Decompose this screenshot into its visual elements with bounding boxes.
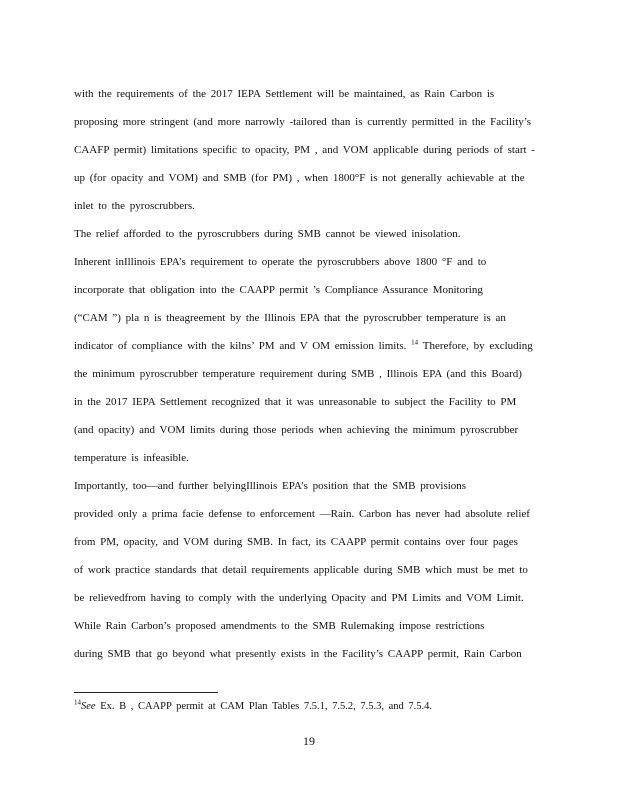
footnote-separator	[74, 692, 218, 693]
body-line-16: provided only a prima facie defense to enforcement —Rain. Carbon has never had absolute relief	[74, 508, 530, 520]
body-line-10-text: indicator of compliance with the kilns’ PM and V OM emission limits.	[74, 340, 407, 352]
body-line-1: with the requirements of the 2017 IEPA Settlement will be maintained, as Rain Carbon is	[74, 88, 495, 100]
body-line-5: inlet to the pyroscrubbers.	[74, 200, 195, 212]
page-number: 19	[303, 734, 315, 748]
body-line-18: of work practice standards that detail requirements applicable during SMB which must be met to	[74, 564, 528, 576]
body-line-2: proposing more stringent (and more narrowly -tailored than is currently permitted in the Facility’s	[74, 116, 532, 128]
footnote-number: 14	[74, 698, 81, 707]
body-line-12: in the 2017 IEPA Settlement recognized that it was unreasonable to subject the Facility to PM	[74, 396, 517, 408]
body-line-4: up (for opacity and VOM) and SMB (for PM) , when 1800°F is not generally achievable at the	[74, 172, 525, 184]
body-line-21: during SMB that go beyond what presently exists in the Facility’s CAAPP permit, Rain Carbon	[74, 648, 522, 660]
body-line-13: (and opacity) and VOM limits during those periods when achieving the minimum pyroscrubber	[74, 424, 519, 436]
body-line-11: the minimum pyroscrubber temperature requirement during SMB , Illinois EPA (and this Board)	[74, 368, 522, 380]
body-line-6: The relief afforded to the pyroscrubbers during SMB cannot be viewed inisolation.	[74, 228, 461, 240]
body-line-15: Importantly, too—and further belyingIllinois EPA’s position that the SMB provisions	[74, 480, 467, 492]
body-line-10	[74, 339, 542, 353]
body-line-7: Inherent inIllinois EPA’s requirement to operate the pyroscrubbers above 1800 °F and to	[74, 256, 487, 268]
body-line-14: temperature is infeasible.	[74, 452, 189, 464]
footnote	[74, 700, 542, 714]
body-line-19: be relievedfrom having to comply with the underlying Opacity and PM Limits and VOM Limit.	[74, 592, 524, 604]
body-line-10-tail: Therefore, by excluding	[422, 340, 533, 352]
body-line-20: While Rain Carbon’s proposed amendments to the SMB Rulemaking impose restrictions	[74, 620, 485, 632]
footnote-text: Ex. B , CAAPP permit at CAM Plan Tables 7.5.1, 7.5.2, 7.5.3, and 7.5.4.	[95, 701, 433, 712]
footnote-reference: 14	[411, 339, 419, 347]
body-line-8: incorporate that obligation into the CAAPP permit ’s Compliance Assurance Monitoring	[74, 284, 483, 296]
body-line-9: (“CAM ”) pla n is theagreement by the Illinois EPA that the pyroscrubber temperature is an	[74, 312, 506, 324]
footnote-see: See	[81, 701, 96, 712]
body-line-3: CAAFP permit) limitations specific to opacity, PM , and VOM applicable during periods of start -	[74, 144, 535, 156]
body-line-17: from PM, opacity, and VOM during SMB. In fact, its CAAPP permit contains over four pages	[74, 536, 518, 548]
